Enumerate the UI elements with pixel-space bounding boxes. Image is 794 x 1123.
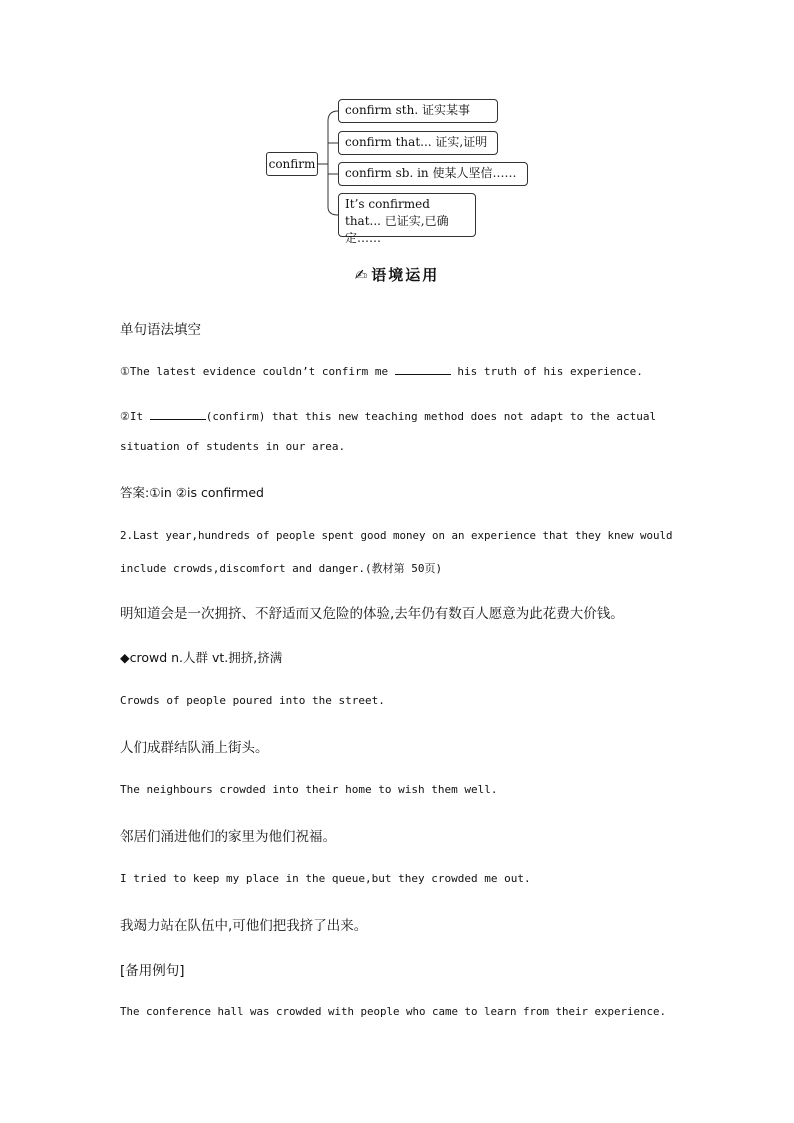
question-2: ②It (confirm) that this new teaching method does not adapt to the actual [120, 410, 657, 423]
backup-examples-label: [备用例句] [120, 963, 185, 979]
section-title [0, 264, 794, 285]
example-1-en: Crowds of people poured into the street. [120, 694, 385, 707]
answer-line: 答案:①in ②is confirmed [120, 485, 264, 500]
item-2-line-1: 2.Last year,hundreds of people spent good money on an experience that they knew would [120, 529, 673, 542]
example-2-en: The neighbours crowded into their home to wish them well. [120, 783, 498, 796]
mind-map-branch: confirm sb. in 使某人坚信…… [338, 162, 528, 186]
example-4-en: The conference hall was crowded with people who came to learn from their experience. [120, 1005, 667, 1018]
mind-map-root: confirm [266, 152, 318, 176]
confirm-mind-map [264, 95, 544, 245]
example-2-cn: 邻居们涌进他们的家里为他们祝福。 [120, 829, 336, 845]
section-title-text: 语境运用 [371, 266, 440, 284]
question-2-cont: situation of students in our area. [120, 440, 346, 453]
item-2-translation: 明知道会是一次拥挤、不舒适而又危险的体验,去年仍有数百人愿意为此花费大价钱。 [120, 606, 624, 622]
answer-blank [395, 364, 451, 375]
pen-icon: ✍ [354, 266, 370, 284]
mind-map-branch: confirm sth. 证实某事 [338, 99, 498, 123]
example-3-en: I tried to keep my place in the queue,but they crowded me out. [120, 872, 531, 885]
mind-map-branch: confirm that... 证实,证明 [338, 131, 498, 155]
crowd-definition: ◆crowd n.人群 vt.拥挤,挤满 [120, 650, 283, 665]
answer-blank [150, 409, 206, 420]
example-1-cn: 人们成群结队涌上街头。 [120, 740, 269, 756]
question-1: ①The latest evidence couldn’t confirm me his truth of his experience. [120, 365, 643, 378]
mind-map-branch: It’s confirmed that... 已证实,已确定…… [338, 193, 476, 237]
exercise-heading: 单句语法填空 [120, 322, 201, 338]
example-3-cn: 我竭力站在队伍中,可他们把我挤了出来。 [120, 918, 368, 934]
item-2-line-2: include crowds,discomfort and danger.(教材第 50页) [120, 562, 443, 575]
